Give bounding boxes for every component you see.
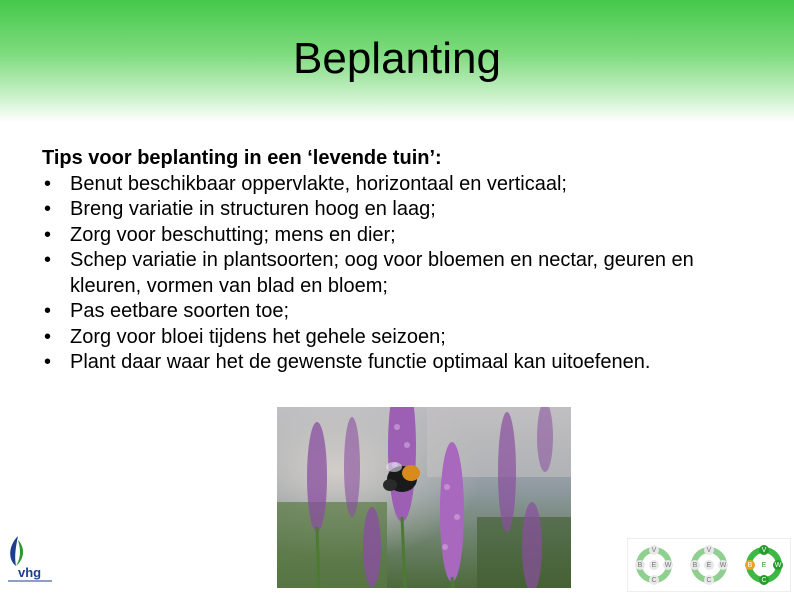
svg-text:E: E	[706, 562, 712, 569]
list-item-text: Plant daar waar het de gewenste functie optimaal kan uitoefenen.	[70, 351, 651, 373]
list-item-text: Pas eetbare soorten toe;	[70, 300, 290, 322]
list-item-text: Schep variatie in plantsoorten; oog voor bloemen en nectar, geuren en kleuren, vormen van blad en bloem;	[70, 249, 694, 297]
list-item	[42, 350, 762, 376]
cycle-logo	[627, 538, 791, 592]
bullet-glyph: •	[44, 249, 52, 271]
slide-body	[42, 146, 762, 376]
bullet-glyph: •	[44, 198, 52, 220]
intro-heading: Tips voor beplanting in een ‘levende tuin’:	[42, 147, 442, 169]
svg-text:W: W	[664, 562, 672, 569]
list-item-text: Benut beschikbaar oppervlakte, horizontaal en verticaal;	[70, 172, 567, 195]
list-item	[42, 172, 762, 198]
slide-title: Beplanting	[293, 34, 501, 83]
svg-text:E: E	[651, 562, 657, 569]
cycle-logo-icon	[627, 538, 791, 592]
svg-text:V: V	[761, 547, 767, 554]
vhg-logo	[4, 534, 60, 584]
svg-text:B: B	[692, 562, 698, 569]
vhg-leaf-icon	[4, 534, 60, 584]
list-item	[42, 223, 762, 249]
svg-text:V: V	[651, 547, 657, 554]
list-item	[42, 299, 762, 325]
svg-text:C: C	[761, 577, 767, 584]
list-item-text: Breng variatie in structuren hoog en laag;	[70, 198, 436, 220]
vhg-logo-text: vhg	[18, 565, 42, 580]
flower-bee-photo	[277, 407, 571, 588]
svg-text:W: W	[774, 562, 782, 569]
bullet-glyph: •	[44, 300, 52, 322]
svg-text:C: C	[706, 577, 712, 584]
list-item	[42, 248, 762, 299]
svg-text:B: B	[637, 562, 643, 569]
svg-text:W: W	[719, 562, 727, 569]
list-item-text: Zorg voor bloei tijdens het gehele seizoen;	[70, 325, 446, 348]
bullet-glyph: •	[44, 325, 52, 348]
bullet-glyph: •	[44, 223, 52, 246]
list-item	[42, 197, 762, 223]
list-item-text: Zorg voor beschutting; mens en dier;	[70, 223, 396, 246]
svg-text:B: B	[747, 562, 753, 569]
tips-list	[42, 172, 762, 376]
flower-bee-image	[277, 407, 571, 588]
svg-text:V: V	[706, 547, 712, 554]
svg-text:C: C	[651, 577, 657, 584]
bullet-glyph: •	[44, 172, 52, 195]
list-item	[42, 325, 762, 351]
bullet-glyph: •	[44, 351, 52, 373]
svg-text:E: E	[761, 562, 767, 569]
